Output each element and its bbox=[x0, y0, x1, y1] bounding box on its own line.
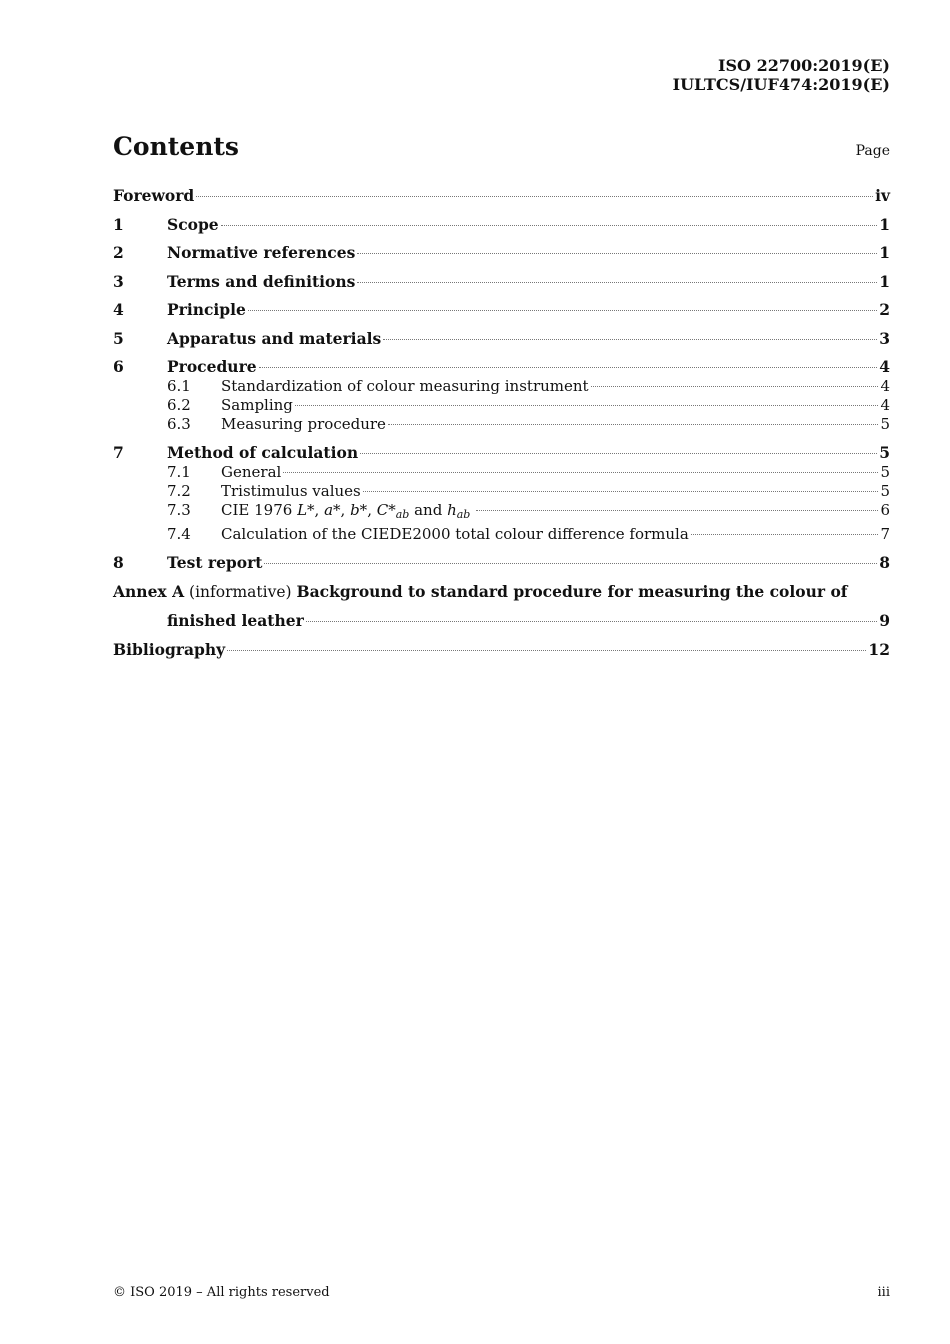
toc-page: 1 bbox=[879, 271, 890, 291]
toc-entry-bibliography[interactable] bbox=[113, 640, 890, 660]
leader-dots bbox=[221, 225, 878, 226]
toc-label: Bibliography bbox=[113, 639, 226, 659]
leader-dots bbox=[691, 534, 879, 535]
annex-title: Background to standard procedure for measuring the colour of bbox=[296, 581, 848, 601]
leader-dots bbox=[388, 424, 879, 425]
standard-number-alt: IULTCS/IUF474:2019(E) bbox=[672, 75, 890, 94]
copyright-notice: © ISO 2019 – All rights reserved bbox=[113, 1285, 330, 1300]
toc-label: Standardization of colour measuring instrument bbox=[221, 376, 589, 395]
annex-title-cont: finished leather bbox=[167, 611, 304, 631]
leader-dots bbox=[306, 621, 877, 622]
leader-dots bbox=[196, 196, 873, 197]
toc-entry-ciede2000[interactable] bbox=[113, 525, 890, 544]
leader-dots bbox=[357, 253, 877, 254]
toc-entry-apparatus[interactable] bbox=[113, 329, 890, 349]
toc-number: 7.4 bbox=[167, 524, 191, 543]
toc-page: 1 bbox=[879, 214, 890, 234]
toc-entry-procedure[interactable] bbox=[113, 357, 890, 377]
leader-dots bbox=[259, 367, 878, 368]
toc-number: 5 bbox=[113, 328, 124, 348]
toc-number: 6.2 bbox=[167, 395, 191, 414]
toc-page: 8 bbox=[879, 553, 890, 573]
toc-entry-method-of-calculation[interactable] bbox=[113, 443, 890, 463]
toc-number: 7 bbox=[113, 443, 124, 463]
toc-page: 6 bbox=[880, 501, 890, 520]
toc-label: Tristimulus values bbox=[221, 482, 361, 501]
toc-page: 2 bbox=[879, 300, 890, 319]
toc-page: 5 bbox=[880, 415, 890, 434]
toc-number: 6.3 bbox=[167, 415, 191, 434]
page-title: Contents bbox=[113, 132, 240, 161]
toc-label: Test report bbox=[167, 553, 263, 573]
toc-page: 5 bbox=[879, 443, 890, 463]
toc-number: 7.2 bbox=[167, 482, 191, 501]
toc-number: 4 bbox=[113, 300, 124, 319]
leader-dots bbox=[591, 386, 879, 387]
toc-label: Calculation of the CIEDE2000 total colour difference formula bbox=[221, 524, 689, 543]
annex-prefix: Annex A bbox=[113, 581, 185, 601]
toc-page: iv bbox=[875, 186, 890, 205]
toc-number: 6 bbox=[113, 357, 124, 376]
leader-dots bbox=[363, 491, 879, 492]
toc-label: Principle bbox=[167, 300, 246, 319]
toc-number: 8 bbox=[113, 553, 124, 573]
toc-number: 2 bbox=[113, 243, 124, 262]
table-of-contents bbox=[113, 186, 890, 659]
toc-entry-scope[interactable] bbox=[113, 215, 890, 235]
leader-dots bbox=[227, 650, 866, 651]
annex-title-line1 bbox=[113, 582, 890, 603]
toc-label: Scope bbox=[167, 214, 219, 234]
toc-page: 4 bbox=[880, 395, 890, 414]
toc-page: 3 bbox=[879, 328, 890, 348]
leader-dots bbox=[357, 282, 877, 283]
toc-entry-cie-1976[interactable] bbox=[113, 501, 890, 524]
annex-informative: (informative) bbox=[184, 582, 297, 601]
toc-page: 7 bbox=[880, 524, 890, 543]
leader-dots bbox=[295, 405, 879, 406]
toc-label: Normative references bbox=[167, 243, 356, 262]
toc-label: Sampling bbox=[221, 395, 293, 414]
leader-dots bbox=[383, 339, 877, 340]
toc-number: 3 bbox=[113, 271, 124, 291]
toc-entry-general[interactable] bbox=[113, 463, 890, 482]
standard-number: ISO 22700:2019(E) bbox=[718, 56, 890, 75]
toc-entry-measuring-procedure[interactable] bbox=[113, 415, 890, 434]
annex-title-line2 bbox=[113, 611, 890, 631]
toc-label: Terms and definitions bbox=[167, 271, 356, 291]
toc-page: 4 bbox=[879, 357, 890, 376]
toc-page: 4 bbox=[880, 376, 890, 395]
leader-dots bbox=[248, 310, 877, 311]
toc-entry-principle[interactable] bbox=[113, 300, 890, 320]
toc-number: 7.3 bbox=[167, 501, 191, 520]
document-header bbox=[673, 56, 890, 94]
toc-entry-foreword[interactable] bbox=[113, 186, 890, 206]
toc-entry-annex-a[interactable] bbox=[113, 582, 890, 631]
toc-entry-standardization[interactable] bbox=[113, 377, 890, 396]
toc-entry-tristimulus[interactable] bbox=[113, 482, 890, 501]
leader-dots bbox=[360, 453, 877, 454]
toc-entry-terms-and-definitions[interactable] bbox=[113, 272, 890, 292]
toc-entry-test-report[interactable] bbox=[113, 553, 890, 573]
toc-label: General bbox=[221, 462, 282, 481]
toc-page: 12 bbox=[868, 639, 890, 659]
toc-label: Apparatus and materials bbox=[167, 328, 382, 348]
leader-dots bbox=[264, 563, 877, 564]
toc-label: Foreword bbox=[113, 186, 195, 205]
toc-label: Method of calculation bbox=[167, 443, 359, 463]
toc-entry-sampling[interactable] bbox=[113, 396, 890, 415]
toc-page: 5 bbox=[880, 462, 890, 481]
toc-number: 1 bbox=[113, 214, 124, 234]
leader-dots bbox=[283, 472, 878, 473]
toc-label: Measuring procedure bbox=[221, 415, 386, 434]
page-column-label: Page bbox=[855, 143, 890, 159]
leader-dots bbox=[476, 510, 878, 511]
toc-page: 5 bbox=[880, 482, 890, 501]
page-number: iii bbox=[877, 1285, 890, 1300]
toc-number: 7.1 bbox=[167, 462, 191, 481]
toc-page: 9 bbox=[879, 611, 890, 631]
toc-page: 1 bbox=[879, 243, 890, 262]
toc-label: Procedure bbox=[167, 357, 257, 376]
toc-number: 6.1 bbox=[167, 376, 191, 395]
toc-label: CIE 1976 L*, a*, b*, $C*_{ab}$ and $h_{ab}$ bbox=[221, 501, 471, 522]
toc-entry-normative-references[interactable] bbox=[113, 243, 890, 263]
